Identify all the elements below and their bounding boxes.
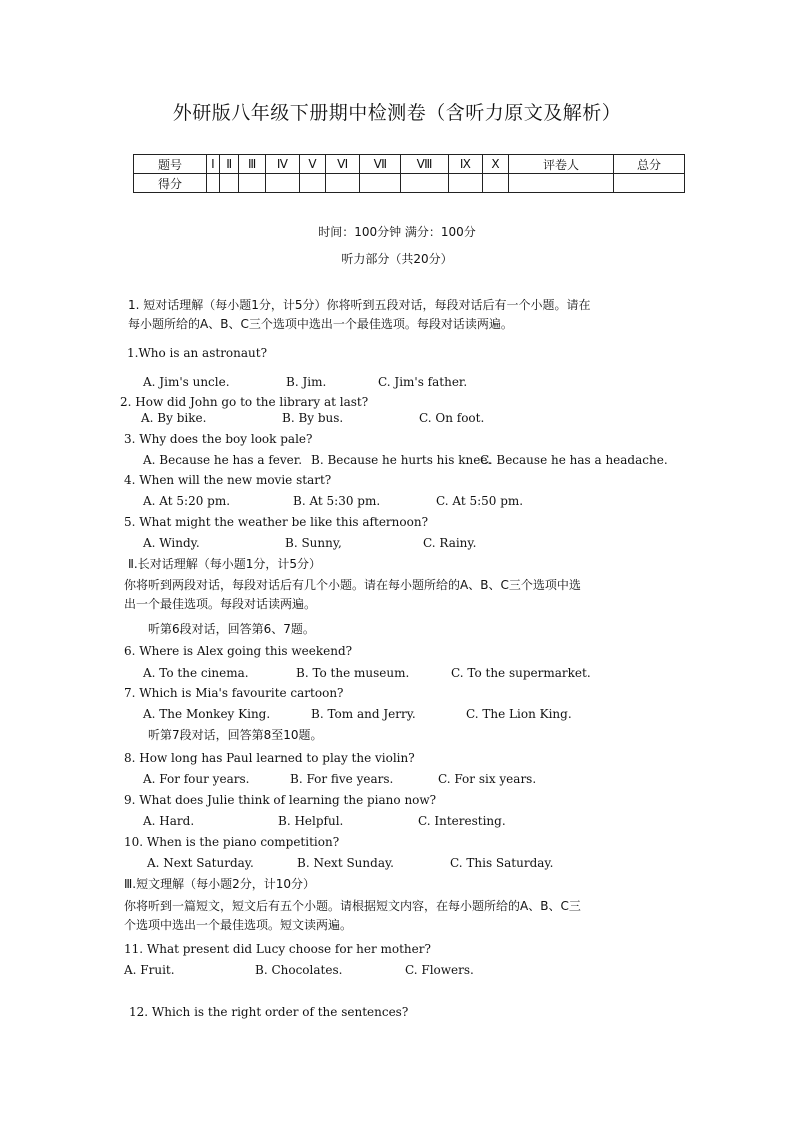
score-cell[interactable] [265,174,299,193]
score-cell[interactable] [207,174,220,193]
option-b: B. At 5:30 pm. [293,494,381,508]
table-cell: Ⅲ [239,155,265,174]
question-1: 1.Who is an astronaut? [127,346,268,360]
question-4: 4. When will the new movie start? [124,473,332,487]
question-12: 12. Which is the right order of the sentences? [129,1005,409,1019]
table-cell: Ⅸ [448,155,482,174]
dialogue-7-note: 听第7段对话，回答第8至10题。 [148,728,323,742]
table-cell: Ⅰ [207,155,220,174]
option-a: A. Hard. [143,814,195,828]
option-c: C. The Lion King. [466,707,572,721]
table-cell: Ⅹ [482,155,508,174]
table-cell: 题号 [134,155,207,174]
section3-heading: Ⅲ.短文理解（每小题2分，计10分） [124,877,315,891]
question-5: 5. What might the weather be like this afternoon? [124,515,428,529]
section3-instruction: 你将听到一篇短文，短文后有五个小题。请根据短文内容，在每小题所给的A、B、C三 [124,899,581,913]
table-cell: 得分 [134,174,207,193]
option-c: C. Flowers. [405,963,474,977]
option-a: A. At 5:20 pm. [143,494,231,508]
dialogue-6-note: 听第6段对话，回答第6、7题。 [148,622,315,636]
question-8: 8. How long has Paul learned to play the violin? [124,751,415,765]
section3-instruction: 个选项中选出一个最佳选项。短文读两遍。 [124,918,353,932]
score-cell[interactable] [219,174,239,193]
question-11: 11. What present did Lucy choose for her mother? [124,942,431,956]
table-cell: Ⅷ [401,155,449,174]
score-cell[interactable] [360,174,401,193]
question-3: 3. Why does the boy look pale? [124,432,313,446]
option-c: C. For six years. [438,772,537,786]
table-cell: 评卷人 [509,155,614,174]
option-a: A. Jim's uncle. [143,375,230,389]
table-cell: Ⅶ [360,155,401,174]
option-b: B. Because he hurts his knee. [311,453,492,467]
score-table [133,154,685,193]
score-cell[interactable] [482,174,508,193]
option-a: A. For four years. [143,772,250,786]
option-b: B. Tom and Jerry. [311,707,416,721]
score-cell[interactable] [448,174,482,193]
table-cell: Ⅳ [265,155,299,174]
option-b: B. To the museum. [296,666,410,680]
option-c: C. This Saturday. [450,856,554,870]
section1-instruction: 每小题所给的A、B、C三个选项中选出一个最佳选项。每段对话读两遍。 [128,317,513,331]
option-b: B. Sunny, [285,536,342,550]
option-b: B. Jim. [286,375,327,389]
score-table-score-row [134,174,685,193]
option-c: C. Interesting. [418,814,506,828]
table-cell: Ⅵ [326,155,360,174]
option-c: C. To the supermarket. [451,666,591,680]
option-b: B. Helpful. [278,814,344,828]
question-10: 10. When is the piano competition? [124,835,340,849]
table-cell: Ⅱ [219,155,239,174]
table-cell: 总分 [614,155,685,174]
option-b: B. Next Sunday. [297,856,394,870]
option-b: B. For five years. [290,772,394,786]
option-c: C. Jim's father. [378,375,468,389]
question-6: 6. Where is Alex going this weekend? [124,644,353,658]
score-table-header-row [134,155,685,174]
score-cell[interactable] [299,174,325,193]
score-cell[interactable] [509,174,614,193]
option-c: C. On foot. [419,411,485,425]
option-a: A. By bike. [141,411,207,425]
question-7: 7. Which is Mia's favourite cartoon? [124,686,344,700]
score-cell[interactable] [614,174,685,193]
option-a: A. Fruit. [124,963,175,977]
option-a: A. Windy. [143,536,200,550]
option-c: C. At 5:50 pm. [436,494,524,508]
table-cell: Ⅴ [299,155,325,174]
option-c: C. Because he has a headache. [480,453,668,467]
option-a: A. The Monkey King. [143,707,271,721]
score-cell[interactable] [401,174,449,193]
question-2: 2. How did John go to the library at last? [120,395,369,409]
time-info: 时间：100分钟 满分：100分 [318,225,476,239]
option-b: B. Chocolates. [255,963,343,977]
section2-instruction: 你将听到两段对话，每段对话后有几个小题。请在每小题所给的A、B、C三个选项中选 [124,578,581,592]
section2-instruction: 出一个最佳选项。每段对话读两遍。 [124,597,317,611]
option-a: A. Because he has a fever. [143,453,303,467]
listening-header: 听力部分（共20分） [341,252,453,266]
score-cell[interactable] [239,174,265,193]
option-a: A. To the cinema. [143,666,249,680]
option-a: A. Next Saturday. [147,856,254,870]
page-title: 外研版八年级下册期中检测卷（含听力原文及解析） [172,102,622,124]
question-9: 9. What does Julie think of learning the piano now? [124,793,437,807]
section1-instruction: 1. 短对话理解（每小题1分，计5分）你将听到五段对话，每段对话后有一个小题。请在 [128,298,591,312]
section2-heading: Ⅱ.长对话理解（每小题1分，计5分） [128,557,321,571]
option-b: B. By bus. [282,411,344,425]
option-c: C. Rainy. [423,536,477,550]
score-cell[interactable] [326,174,360,193]
